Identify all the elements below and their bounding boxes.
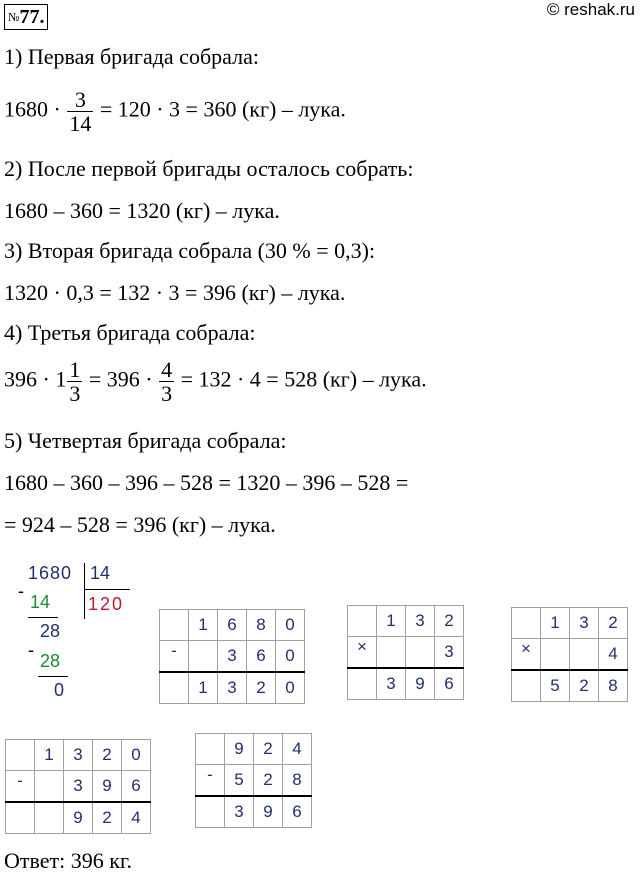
op-cell (196, 734, 225, 765)
frac-numerator: 1 (69, 357, 81, 382)
result-digit: 0 (276, 672, 305, 704)
frac-denominator: 3 (69, 381, 81, 407)
step-1-expr-a: 1680 · (4, 96, 67, 122)
step-5-expression-line-2: = 924 – 528 = 396 (кг) – лука. (4, 512, 276, 537)
operator-sign: - (160, 641, 189, 673)
result-digit (35, 802, 64, 834)
digit-cell: 1 (189, 610, 218, 641)
digit-cell: 1 (35, 740, 64, 771)
digit-cell: 3 (64, 740, 93, 771)
fraction-4-3 (159, 358, 174, 405)
step-1-label: 1) Первая бригада собрала: (4, 44, 259, 69)
op-cell (160, 672, 189, 704)
site-credit: © reshak.ru (546, 0, 635, 19)
fraction-1-3 (67, 358, 82, 405)
operator-sign: - (6, 771, 35, 803)
digit-cell: 0 (122, 740, 151, 771)
problem-number: 77. (19, 6, 45, 28)
frac-numerator: 4 (161, 357, 173, 382)
digit-cell: 9 (93, 771, 122, 803)
digit-cell: 6 (247, 641, 276, 673)
digit-cell: 4 (599, 639, 628, 671)
column-multiplication-132-4 (511, 607, 628, 702)
digit-cell: 5 (225, 765, 254, 797)
digit-cell: 3 (406, 606, 435, 637)
answer-label: Ответ: (4, 848, 66, 873)
answer-line (4, 848, 132, 874)
step-4-expression (4, 358, 427, 405)
digit-cell (189, 641, 218, 673)
ld-minus-1: - (18, 581, 24, 601)
step-4-expr-c: = 132 · 4 = 528 (кг) – лука. (175, 366, 427, 392)
result-digit: 6 (435, 668, 464, 700)
result-digit: 9 (406, 668, 435, 700)
step-3-label: 3) Вторая бригада собрала (30 % = 0,3): (4, 238, 376, 263)
op-cell (512, 608, 541, 639)
result-digit: 9 (64, 802, 93, 834)
step-1-expr-b: = 120 · 3 = 360 (кг) – лука. (94, 96, 346, 122)
column-subtraction-1680-360 (159, 609, 305, 704)
step-5-expression-line-1: 1680 – 360 – 396 – 528 = 1320 – 396 – 528 = (4, 470, 409, 495)
result-digit: 3 (218, 672, 247, 704)
frac-denominator: 3 (161, 381, 173, 407)
digit-cell (377, 637, 406, 669)
digit-cell: 3 (64, 771, 93, 803)
op-cell (6, 802, 35, 834)
result-digit: 2 (247, 672, 276, 704)
op-cell (512, 670, 541, 702)
ld-subtrahend-1: 14 (30, 592, 51, 612)
op-cell (348, 668, 377, 700)
number-sign: № (8, 10, 20, 24)
digit-cell: 2 (599, 608, 628, 639)
ld-minus-2: - (28, 640, 34, 660)
ld-line-2 (38, 676, 68, 677)
operator-sign: × (512, 639, 541, 671)
operator-sign: × (348, 637, 377, 669)
ld-quotient: 120 (88, 594, 125, 614)
digit-cell: 3 (435, 637, 464, 669)
column-subtraction-924-528 (195, 733, 312, 828)
step-3-expression: 1320 · 0,3 = 132 · 3 = 396 (кг) – лука. (4, 280, 346, 305)
ld-remainder-1: 28 (40, 621, 61, 641)
result-digit: 3 (225, 796, 254, 828)
digit-cell (570, 639, 599, 671)
step-4-expr-a: 396 · 1 (4, 366, 67, 392)
op-cell (6, 740, 35, 771)
ld-line-1 (28, 617, 58, 618)
frac-numerator: 3 (67, 88, 93, 112)
digit-cell: 1 (541, 608, 570, 639)
ld-divisor: 14 (90, 563, 111, 583)
result-digit: 2 (570, 670, 599, 702)
digit-cell: 3 (570, 608, 599, 639)
digit-cell: 9 (225, 734, 254, 765)
step-1-expression (4, 88, 346, 135)
digit-cell: 6 (122, 771, 151, 803)
digit-cell: 0 (276, 610, 305, 641)
digit-cell: 2 (435, 606, 464, 637)
digit-cell (35, 771, 64, 803)
operator-sign: - (196, 765, 225, 797)
answer-value: 396 кг. (70, 848, 132, 873)
ld-divider-horizontal (84, 589, 130, 590)
result-digit: 8 (599, 670, 628, 702)
ld-final-remainder: 0 (54, 680, 65, 700)
digit-cell: 8 (247, 610, 276, 641)
result-digit: 2 (93, 802, 122, 834)
result-digit: 4 (122, 802, 151, 834)
step-4-expr-b: = 396 · (83, 366, 159, 392)
digit-cell (541, 639, 570, 671)
column-subtraction-1320-396 (5, 739, 151, 834)
digit-cell: 0 (276, 641, 305, 673)
result-digit: 3 (377, 668, 406, 700)
digit-cell: 2 (254, 765, 283, 797)
digit-cell: 8 (283, 765, 312, 797)
digit-cell: 1 (377, 606, 406, 637)
ld-subtrahend-2: 28 (40, 651, 61, 671)
column-multiplication-132-3 (347, 605, 464, 700)
step-2-label: 2) После первой бригады осталось собрать: (4, 156, 414, 181)
op-cell (160, 610, 189, 641)
digit-cell: 2 (254, 734, 283, 765)
op-cell (348, 606, 377, 637)
result-digit: 6 (283, 796, 312, 828)
result-digit: 9 (254, 796, 283, 828)
fraction-3-14 (67, 88, 93, 135)
problem-number-box (4, 4, 48, 30)
result-digit: 5 (541, 670, 570, 702)
digit-cell: 4 (283, 734, 312, 765)
digit-cell: 6 (218, 610, 247, 641)
ld-divider-vertical (84, 563, 85, 619)
step-4-label: 4) Третья бригада собрала: (4, 320, 256, 345)
digit-cell (406, 637, 435, 669)
digit-cell: 2 (93, 740, 122, 771)
frac-denominator: 14 (69, 111, 92, 137)
step-5-label: 5) Четвертая бригада собрала: (4, 428, 287, 453)
op-cell (196, 796, 225, 828)
step-2-expression: 1680 – 360 = 1320 (кг) – лука. (4, 198, 280, 223)
digit-cell: 3 (218, 641, 247, 673)
ld-dividend: 1680 (28, 563, 73, 583)
result-digit: 1 (189, 672, 218, 704)
